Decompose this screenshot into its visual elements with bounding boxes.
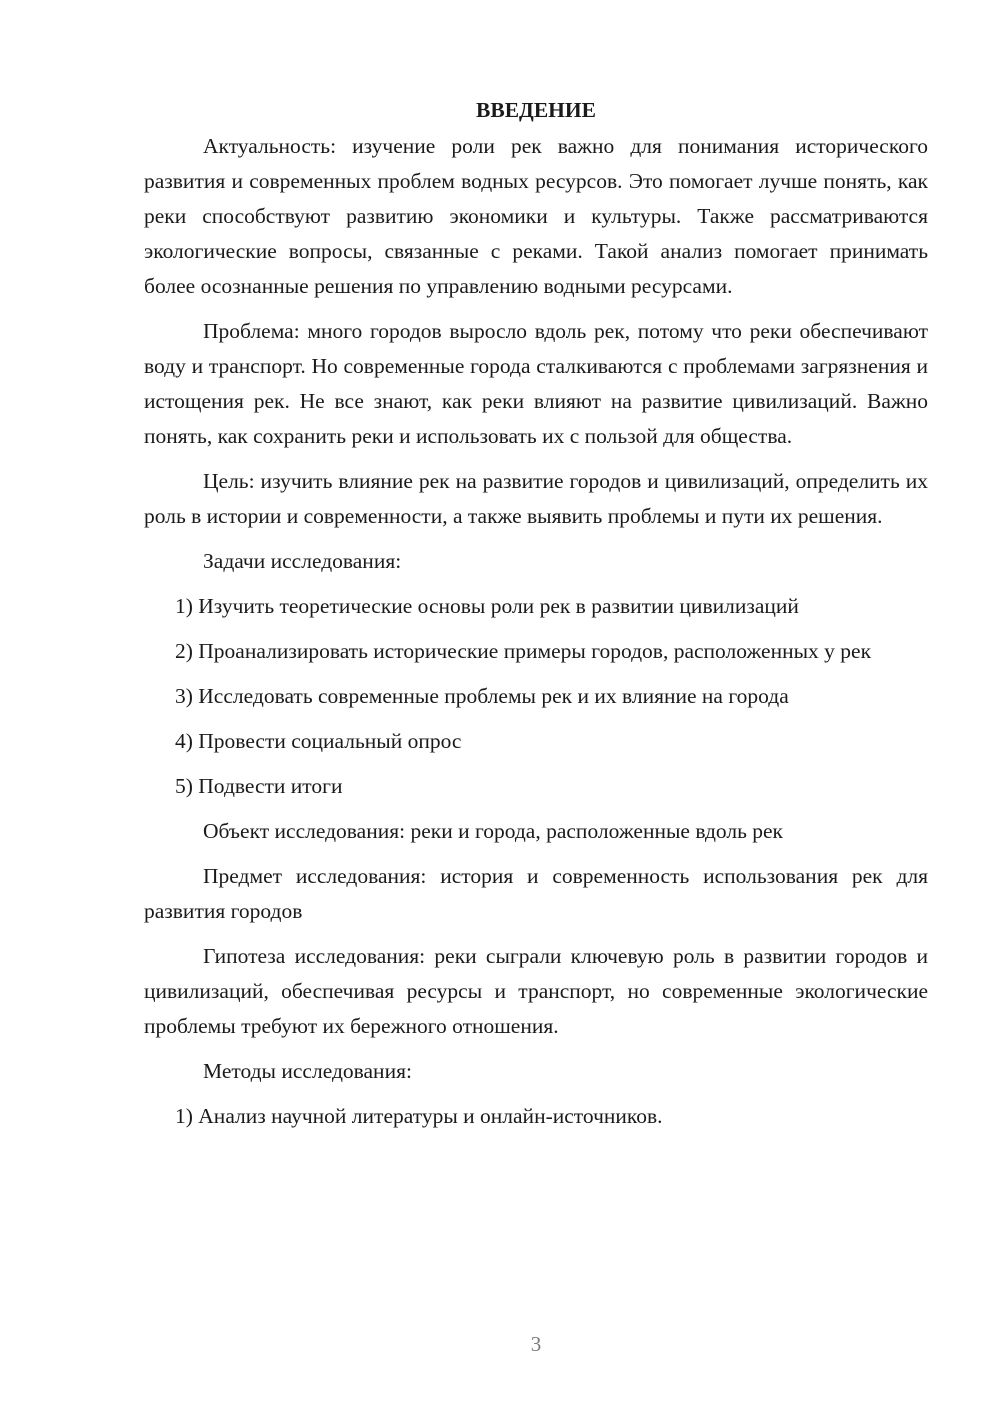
goal-paragraph: Цель: изучить влияние рек на развитие городов и цивилизаций, определить их роль в истории и современности, а также выявить проблемы и пути их решения. xyxy=(144,469,928,528)
relevance-paragraph: Актуальность: изучение роли рек важно для понимания исторического развития и современных проблем водных ресурсов. Это помогает лучше понять, как реки способствуют развитию экономики и культуры. Также рассматриваются экологические вопросы, связанные с реками. Такой анализ помогает принимать более осознанные решения по управлению водными ресурсами. xyxy=(144,134,928,298)
task-item: 3) Исследовать современные проблемы рек и их влияние на города xyxy=(175,684,789,708)
task-item: 2) Проанализировать исторические примеры городов, расположенных у рек xyxy=(175,639,872,663)
object-paragraph: Объект исследования: реки и города, расположенные вдоль рек xyxy=(203,819,784,843)
tasks-heading: Задачи исследования: xyxy=(203,549,402,573)
task-item: 5) Подвести итоги xyxy=(175,774,343,798)
methods-heading: Методы исследования: xyxy=(203,1059,412,1083)
document-page xyxy=(144,92,928,1144)
method-item: 1) Анализ научной литературы и онлайн-источников. xyxy=(175,1104,663,1128)
problem-paragraph: Проблема: много городов выросло вдоль рек, потому что реки обеспечивают воду и транспорт. Но современные города сталкиваются с проблемами загрязнения и истощения рек. Не все знают, как реки влияют на развитие цивилизаций. Важно понять, как сохранить реки и использовать их с пользой для общества. xyxy=(144,319,928,448)
page-number: 3 xyxy=(530,1332,542,1356)
section-title: ВВЕДЕНИЕ xyxy=(476,98,596,122)
subject-paragraph: Предмет исследования: история и современность использования рек для развития городов xyxy=(144,864,928,923)
task-item: 1) Изучить теоретические основы роли рек в развитии цивилизаций xyxy=(175,594,799,618)
hypothesis-paragraph: Гипотеза исследования: реки сыграли ключевую роль в развитии городов и цивилизаций, обеспечивая ресурсы и транспорт, но современные экологические проблемы требуют их бережного отношения. xyxy=(144,944,928,1038)
task-item: 4) Провести социальный опрос xyxy=(175,729,462,753)
